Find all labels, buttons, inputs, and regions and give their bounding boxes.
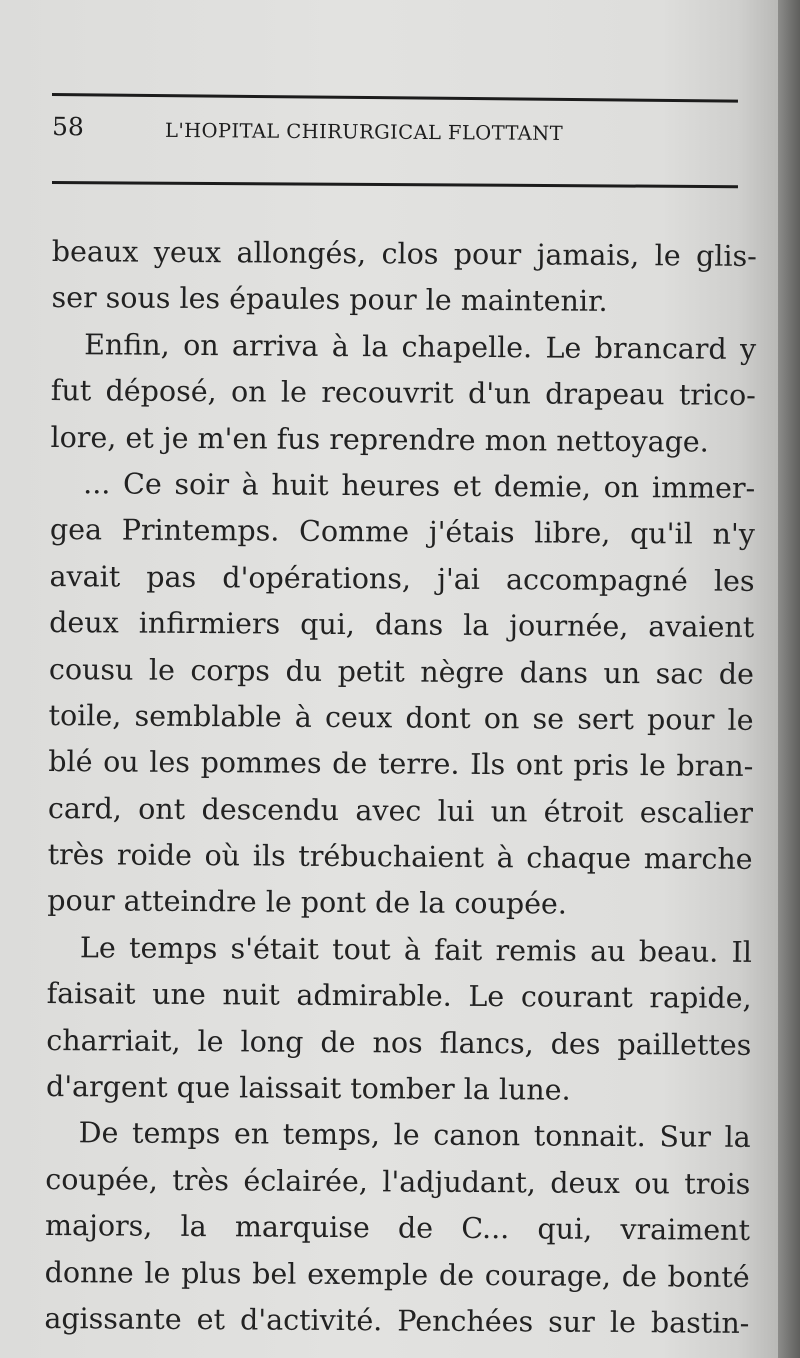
text-line: coupée, très éclairée, l'adjudant, deux ou trois xyxy=(45,1162,751,1201)
text-line: agissante et d'activité. Penchées sur le bastin- xyxy=(44,1301,750,1340)
page-header xyxy=(52,112,742,157)
text-line: très roide où ils trébuchaient à chaque marche xyxy=(47,838,753,876)
text-line: pour atteindre le pont de la coupée. xyxy=(47,884,568,922)
text-line: charriait, le long de nos flancs, des paillettes xyxy=(46,1023,752,1062)
text-line: Enfin, on arriva à la chapelle. Le brancard y xyxy=(84,328,757,366)
page-number: 58 xyxy=(51,112,84,142)
text-line: gea Printemps. Comme j'étais libre, qu'il n'y xyxy=(49,513,755,552)
text-line: toile, semblable à ceux dont on se sert pour le xyxy=(48,698,754,737)
text-line: cousu le corps du petit nègre dans un sac de xyxy=(48,652,755,691)
text-line: beaux yeux allongés, clos pour jamais, le glis- xyxy=(51,234,757,273)
text-line: ... Ce soir à huit heures et demie, on immer- xyxy=(83,467,756,505)
text-line: faisait une nuit admirable. Le courant rapide, xyxy=(46,977,752,1016)
text-line: blé ou les pommes de terre. Ils ont pris le bran- xyxy=(48,745,754,784)
text-line: fut déposé, on le recouvrit d'un drapeau trico- xyxy=(50,374,756,413)
running-title: L'HOPITAL CHIRURGICAL FLOTTANT xyxy=(164,118,564,146)
text-line: avait pas d'opérations, j'ai accompagné les xyxy=(49,559,755,598)
text-line: donne le plus bel exemple de courage, de bonté xyxy=(44,1255,750,1294)
text-line: ser sous les épaules pour le maintenir. xyxy=(51,281,608,319)
text-line: De temps en temps, le canon tonnait. Sur la xyxy=(78,1116,751,1155)
text-line: majors, la marquise de C... qui, vraiment xyxy=(44,1209,751,1248)
text-line: d'argent que laissait tomber la lune. xyxy=(45,1070,571,1107)
book-spine-edge xyxy=(778,0,800,1358)
text-line: card, ont descendu avec lui un étroit escalier xyxy=(47,791,754,830)
text-line: deux infirmiers qui, dans la journée, avaient xyxy=(49,606,755,645)
body-text xyxy=(44,229,757,1347)
text-line: Le temps s'était tout à fait remis au beau. Il xyxy=(79,931,753,969)
text-line: lore, et je m'en fus reprendre mon nettoyage. xyxy=(50,420,709,459)
header-top-rule xyxy=(52,93,738,103)
header-bottom-rule xyxy=(52,181,738,188)
